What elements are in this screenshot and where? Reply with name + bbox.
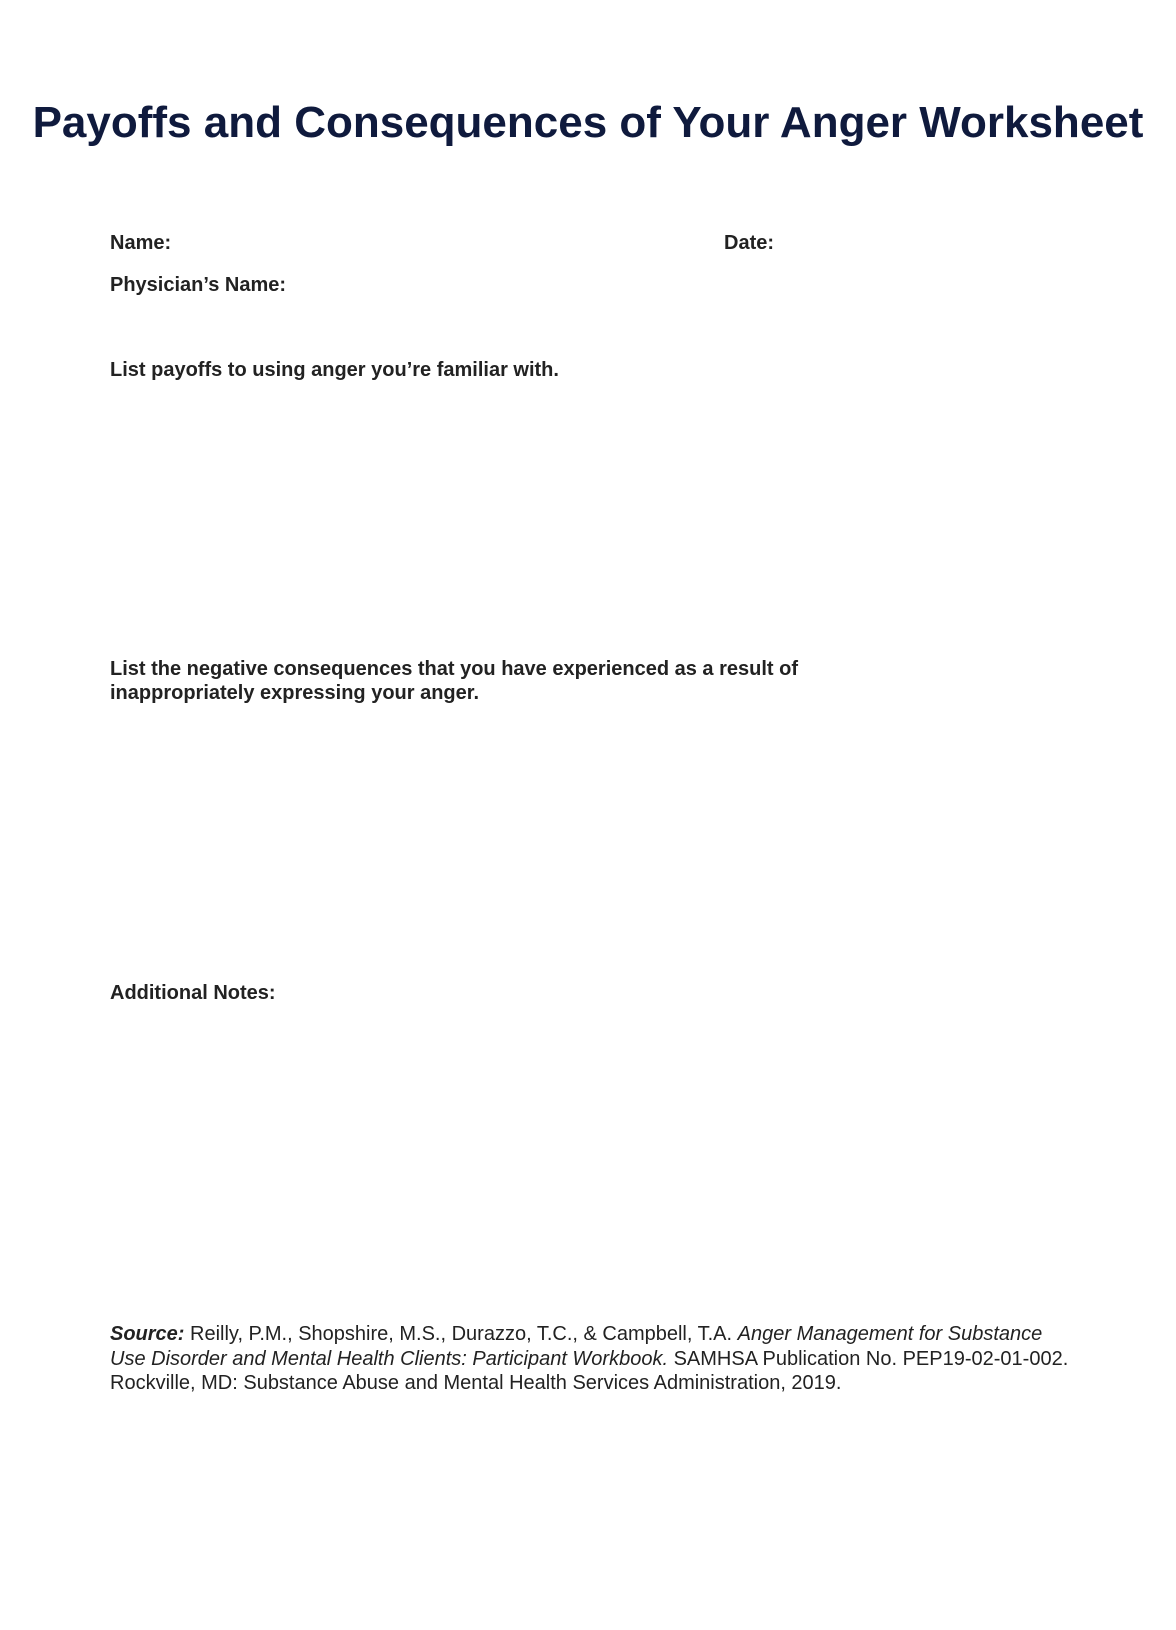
consequences-prompt: List the negative consequences that you have experienced as a result of inappropriately expressing your anger.: [110, 658, 799, 704]
date-field-label: Date:: [724, 232, 775, 254]
page-title: Payoffs and Consequences of Your Anger Worksheet: [32, 98, 1144, 147]
source-work-title: Anger Management for Substance Use Disorder and Mental Health Clients: Participant Workbook.: [110, 1323, 1043, 1370]
source-publication: SAMHSA Publication No. PEP19-02-01-002. Rockville, MD: Substance Abuse and Mental Health Services Administration, 2019.: [110, 1347, 1069, 1394]
name-field-label: Name:: [110, 232, 172, 254]
source-citation: [110, 1322, 1070, 1396]
source-label: Source:: [110, 1323, 185, 1345]
physician-name-label: Physician’s Name:: [110, 274, 287, 296]
additional-notes-label: Additional Notes:: [110, 982, 276, 1004]
source-authors: Reilly, P.M., Shopshire, M.S., Durazzo, T.C., & Campbell, T.A.: [184, 1323, 738, 1345]
payoffs-prompt: List payoffs to using anger you’re familiar with.: [110, 359, 559, 381]
